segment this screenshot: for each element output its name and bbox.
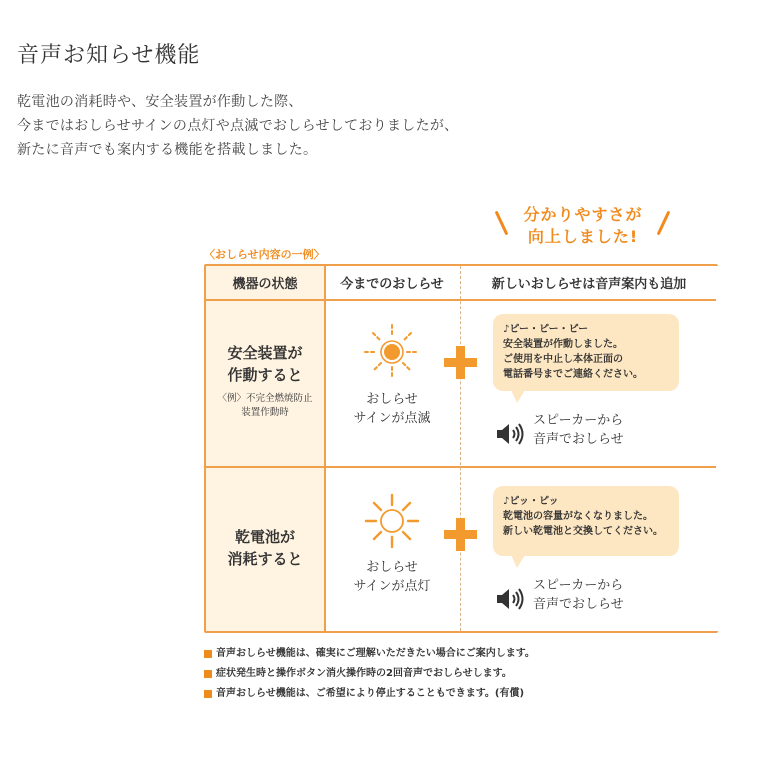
voice-bubble bbox=[493, 314, 679, 391]
header-old: 今までのおしらせ bbox=[326, 266, 458, 299]
sign-label-line: おしらせ bbox=[366, 560, 418, 575]
state-note-line: 〈例〉不完全燃焼防止 bbox=[217, 393, 313, 404]
bullet-square-icon bbox=[204, 670, 212, 678]
speaker-text-line: 音声でおしらせ bbox=[533, 432, 624, 447]
plus-icon bbox=[444, 518, 477, 551]
note-text: 症状発生時と操作ボタン消火操作時の2回音声でおしらせします。 bbox=[216, 668, 512, 679]
divider bbox=[206, 466, 716, 468]
state-label: 消耗すると bbox=[227, 550, 303, 568]
voice-line: 新しい乾電池と交換してください。 bbox=[503, 526, 663, 537]
sun-lit-icon bbox=[363, 492, 421, 550]
speaker-icon bbox=[496, 421, 526, 447]
state-label: 作動すると bbox=[227, 366, 303, 384]
voice-line: ご使用を中止し本体正面の bbox=[503, 354, 623, 365]
page-title: 音声お知らせ機能 bbox=[17, 43, 201, 68]
bullet-square-icon bbox=[204, 690, 212, 698]
voice-line: 乾電池の容量がなくなりました。 bbox=[503, 511, 653, 522]
state-cell bbox=[206, 342, 324, 420]
plus-icon bbox=[444, 346, 477, 379]
sign-label bbox=[326, 390, 458, 428]
sun-blinking-icon bbox=[363, 323, 421, 381]
voice-bubble bbox=[493, 486, 679, 556]
comparison-table bbox=[204, 264, 718, 633]
callout bbox=[490, 200, 680, 252]
header-new: 新しいおしらせは音声案内も追加 bbox=[460, 266, 718, 299]
callout-text bbox=[508, 204, 658, 248]
state-note-line: 装置作動時 bbox=[241, 407, 289, 418]
voice-line: ♪ピッ・ピッ bbox=[503, 496, 559, 507]
speaker-text-line: スピーカーから bbox=[533, 413, 624, 428]
state-cell bbox=[206, 526, 324, 570]
callout-line: 向上しました! bbox=[527, 227, 639, 246]
header-state: 機器の状態 bbox=[206, 266, 324, 299]
sign-label-line: おしらせ bbox=[366, 392, 418, 407]
notes bbox=[204, 644, 535, 704]
example-label: 〈おしらせ内容の一例〉 bbox=[204, 248, 325, 261]
note-item bbox=[204, 664, 535, 684]
sign-label-line: サインが点灯 bbox=[353, 579, 431, 594]
note-item bbox=[204, 644, 535, 664]
state-label: 乾電池が bbox=[234, 528, 295, 546]
note-text: 音声おしらせ機能は、ご希望により停止することもできます。(有償) bbox=[216, 688, 525, 699]
sign-label bbox=[326, 558, 458, 596]
intro-line: 乾電池の消耗時や、安全装置が作動した際、 bbox=[17, 94, 303, 110]
bullet-square-icon bbox=[204, 650, 212, 658]
divider bbox=[460, 266, 461, 631]
callout-right-stroke bbox=[657, 211, 671, 236]
voice-line: 安全装置が作動しました。 bbox=[503, 339, 623, 350]
speaker-text bbox=[533, 576, 624, 614]
speaker-icon bbox=[496, 586, 526, 612]
callout-left-stroke bbox=[495, 211, 509, 236]
intro-text bbox=[17, 90, 458, 162]
intro-line: 新たに音声でも案内する機能を搭載しました。 bbox=[17, 142, 318, 158]
note-item bbox=[204, 684, 535, 704]
speaker-text bbox=[533, 411, 624, 449]
voice-line: ♪ピー・ピー・ピー bbox=[503, 324, 589, 335]
voice-line: 電話番号までご連絡ください。 bbox=[503, 369, 643, 380]
callout-line: 分かりやすさが bbox=[523, 205, 643, 224]
intro-line: 今まではおしらせサインの点灯や点滅でおしらせしておりましたが、 bbox=[17, 118, 459, 134]
speaker-text-line: スピーカーから bbox=[533, 578, 624, 593]
note-text: 音声おしらせ機能は、確実にご理解いただきたい場合にご案内します。 bbox=[216, 648, 535, 659]
speaker-text-line: 音声でおしらせ bbox=[533, 597, 624, 612]
state-note bbox=[206, 392, 324, 420]
divider bbox=[206, 299, 716, 301]
state-label: 安全装置が bbox=[227, 344, 303, 362]
sign-label-line: サインが点滅 bbox=[353, 411, 431, 426]
